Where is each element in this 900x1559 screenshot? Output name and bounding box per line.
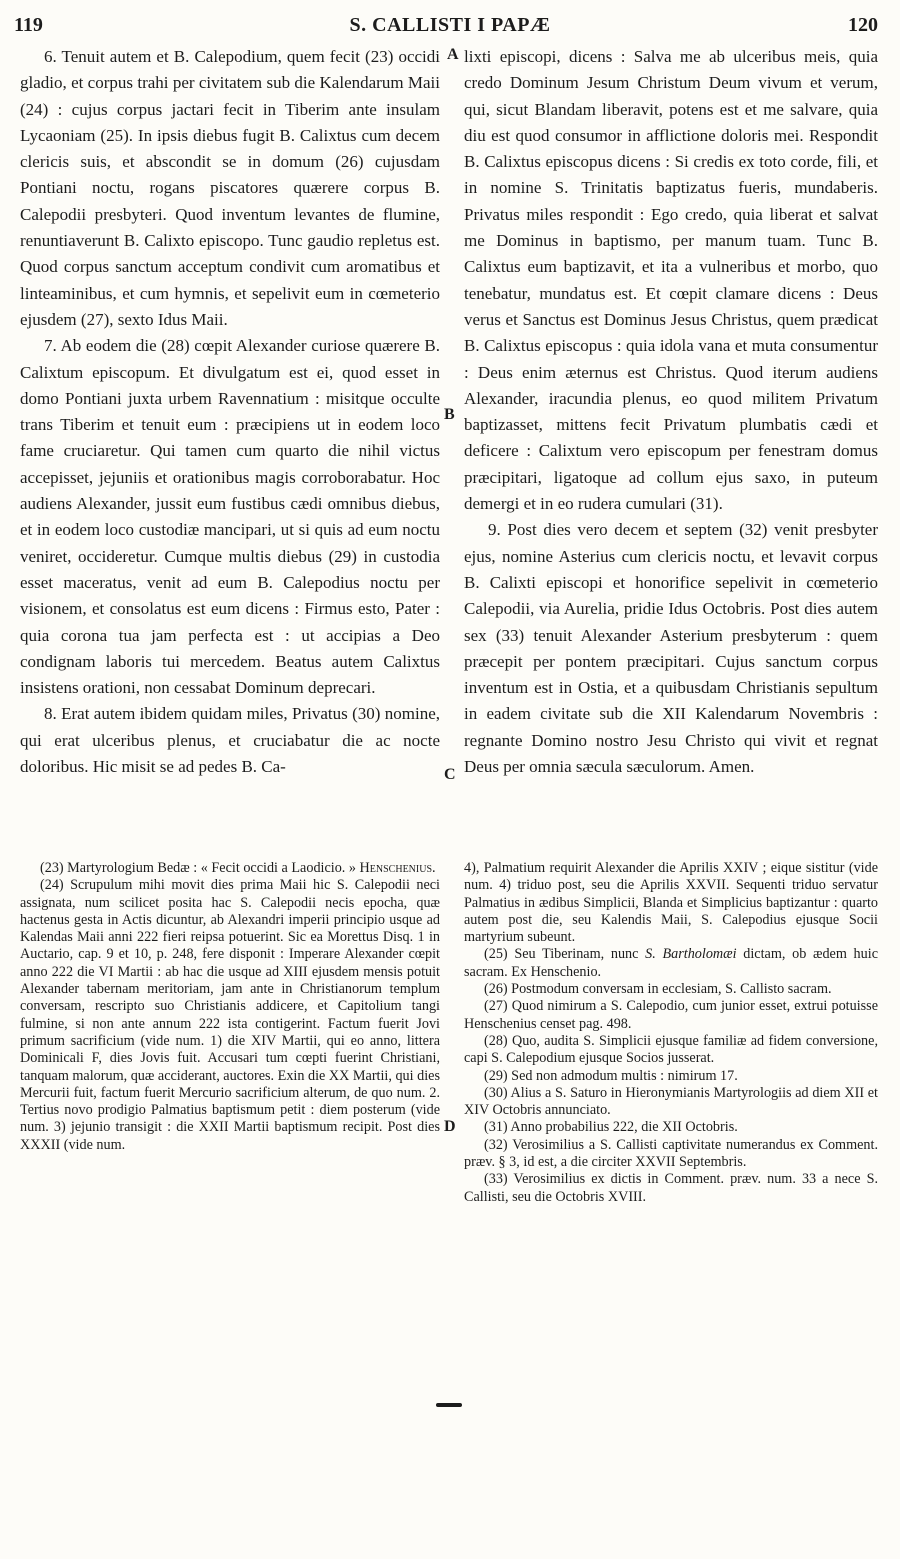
page-number-left: 119 (14, 14, 43, 36)
paragraph-7: 7. Ab eodem die (28) cœpit Alexander curiose quærere B. Calixtum episcopum. Et divulgatum est ei, quod esset in domo Pontiani juxta urbem Ravennatium : misitque occulte trans Tiberim et tenuit eum : præcipiens ut in eodem loco fame cruciaretur. Qui tamen cum quarto die nihil victus accepisset, jejuniis et orationibus magis corroborabatur. Hoc audiens Alexander, jussit eum fustibus cædi omnibus diebus, et in eodem loco custodiæ mancipari, ut si quis ad eum noctu veniret, occideretur. Cumque multis diebus (29) in custodia esset maceratus, venit ad eum B. Calepodius noctu per visionem, et consolatus est eum dicens : Firmus esto, Pater : quia corona tua jam perfecta est : ut accipias a Deo condignam laboris tui mercedem. Beatus autem Calixtus insistens orationi, non cessabat Dominum deprecari. (20, 336, 440, 698)
paragraph-8-continuation: lixti episcopi, dicens : Salva me ab ulceribus meis, quia credo Dominum Jesum Christum Deum vivum et verum, qui, sicut Blandam liberavit, potens est et me salvare, quia diu est quod consumor in afflictione doloris mei. Respondit B. Calixtus episcopus dicens : Si credis ex toto corde, fili, et in nomine S. Trinitatis baptizatus fueris, mundaberis. Privatus miles respondit : Ego credo, quia liberat et salvat me Dominus in baptismo, per manum tuam. Tunc B. Calixtus eum baptizavit, et ita a vulneribus et morbo, quo tenebatur, mundatus est. Et cœpit clamare dicens : Deus verus et Sanctus est Dominus Jesus Christus, quem prædicat B. Calixtus episcopus : quia idola vana et muta consumentur : Deus enim æternus est Christus. Quod iterum audiens Alexander, iracundia plenus, eo quod militem Privatum baptizasset, mittens fecit Privatum plumbatis cædi et deficere : Calixtum vero episcopum per fenestram domus præcipitari, ligatoque ad collum ejus saxo, in puteum demergi et in eo rudera cumulari (31). (464, 47, 878, 514)
main-text-left-column (20, 44, 440, 780)
footnote-26: (26) Postmodum conversam in ecclesiam, S. Callisto sacram. (484, 981, 832, 998)
footnotes-right-column (464, 860, 878, 1206)
footnote-29: (29) Sed non admodum multis : nimirum 17. (484, 1067, 738, 1084)
section-marker-a: A (447, 46, 459, 63)
paragraph-6: 6. Tenuit autem et B. Calepodium, quem fecit (23) occidi gladio, et corpus trahi per civitatem sub die Kalendarum Maii (24) : cujus corpus jactari fecit in Tiberim ante insulam Lycaoniam (25). In ipsis diebus fugit B. Calixtus cum decem clericis suis, et abscondit se in domum (26) cujusdam Pontiani noctu, rogans piscatores quærere corpus B. Calepodii presbyteri. Quod inventum levantes de flumine, renuntiaverunt B. Calixto episcopo. Tunc gaudio repletus est. Quod corpus sanctum acceptum condivit cum aromatibus et linteaminibus, et cum hymnis, et sepelivit eum in cœmeterio ejusdem (27), sexto Idus Maii. (20, 47, 440, 329)
footnotes-left-column (20, 860, 440, 1154)
footnote-31: (31) Anno probabilius 222, die XII Octobris. (484, 1119, 738, 1136)
main-text-right-column (464, 44, 878, 780)
section-marker-b: B (444, 406, 455, 423)
footnote-23-author: Henschenius. (359, 860, 436, 876)
end-divider (436, 1403, 462, 1407)
paragraph-9: 9. Post dies vero decem et septem (32) venit presbyter ejus, nomine Asterius cum clericis noctu, et levavit corpus B. Calixti episcopi et honorifice sepelivit in cœmeterio Calepodii, via Aurelia, pridie Idus Octobris. Post dies autem sex (33) tenuit Alexander Asterium presbyterum : quem præcepit per pontem præcipitari. Cujus sanctum corpus inventum est in Ostia, et a quibusdam Christianis sepultum in eadem civitate sub die XII Kalendarum Novembris : regnante Domino nostro Jesu Christo qui vivit et regnat Deus per omnia sæcula sæculorum. Amen. (464, 520, 878, 777)
footnote-30: (30) Alius a S. Saturo in Hieronymianis Martyrologiis ad diem XII et XIV Octobris annunciato. (464, 1084, 878, 1119)
footnote-24: (24) Scrupulum mihi movit dies prima Maii hic S. Calepodii neci assignata, num scilicet posita hac S. Calepodii necis epocha, quæ hactenus gesta in Actis dicuntur, ab Alexandri imperii principio usque ad Kalendas Maii anni 222 fieri reipsa potuerint. Sic ea Morettus Disq. 1 in Auctario, cap. 9 et 10, p. 248, fere disponit : Imperare Alexander cœpit anno 222 die VI Martii : ab hac die usque ad XIII ejusdem mensis potuit Alexander tabernam meritoriam, jam ante in Christianorum templum conversam, rescripto suo Christianis addicere, et Capitolium tangi fulmine, si non ante annum 222 ista contigerint. Factum fuerit Jovi primum sacrificium (vide num. 1) die XIV Martii, qui eo anno, littera Dominicali F, dies Jovis fuit. Accusari tum cœpti fuerint Christiani, tanquam malorum, quæ acciderant, auctores. Exin die XX Martii, qui dies Mercurii fuit, factum fuerit Mercurio sacrificium alterum, de quo num. 2. Tertius novo prodigio Palmatius baptismum petit : diem posterum (vide num. 3) jejunio transigit : die XXII Martii baptismum recipit. Post dies XXXII (vide num. (20, 877, 440, 1153)
footnote-23: (23) Martyrologium Bedæ : « Fecit occidi a Laodicio. » Henschenius. (40, 860, 436, 876)
section-marker-d: D (444, 1118, 456, 1135)
footnote-25: (25) Seu Tiberinam, nunc S. Bartholomæi dictam, ob ædem huic sacram. Ex Henschenio. (464, 946, 878, 980)
section-marker-c: C (444, 766, 456, 783)
page-header (0, 14, 900, 42)
footnote-28: (28) Quo, audita S. Simplicii ejusque familiæ ad fidem conversione, capi S. Calepodium ejusque Socios jusserat. (464, 1032, 878, 1067)
footnote-27: (27) Quod nimirum a S. Calepodio, cum junior esset, extrui potuisse Henschenius censet pag. 498. (464, 998, 878, 1032)
page-number-right: 120 (848, 14, 878, 36)
paragraph-8: 8. Erat autem ibidem quidam miles, Privatus (30) nomine, qui erat ulceribus plenus, et cruciabatur die ac nocte doloribus. Hic misit se ad pedes B. Ca- (20, 704, 440, 777)
running-title: S. CALLISTI I PAPÆ (349, 14, 551, 36)
footnote-33: (33) Verosimilius ex dictis in Comment. præv. num. 33 a nece S. Callisti, seu die Octobris XVIII. (464, 1171, 878, 1205)
footnote-32: (32) Verosimilius a S. Callisti captivitate numerandus ex Comment. præv. § 3, id est, a die circiter XXVII Septembris. (464, 1136, 878, 1171)
footnote-24-continuation: 4), Palmatium requirit Alexander die Aprilis XXIV ; eique sistitur (vide num. 4) triduo post, seu die Aprilis XXVII. Sequenti triduo servatur Palmatius in ædibus Simplicii, Blanda et Simplicius baptizantur : quarto autem post die, seu Kalendis Maii, S. Calepodius ejusque Socii martyrium subeunt. (464, 860, 878, 946)
